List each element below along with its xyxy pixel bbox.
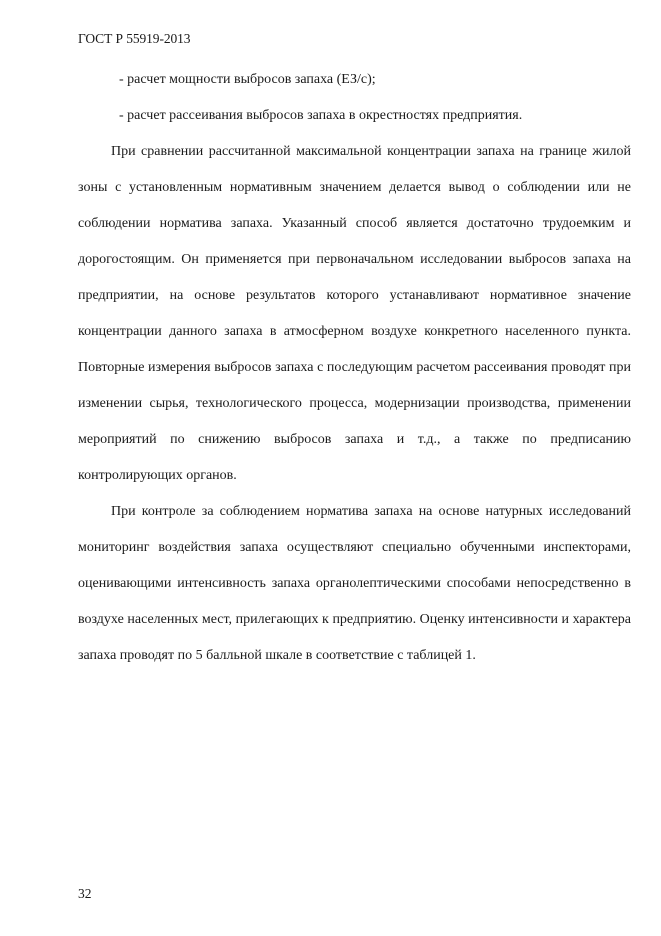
list-item: - расчет рассеивания выбросов запаха в окрестностях предприятия. [119,108,523,123]
paragraph: При сравнении рассчитанной максимальной концентрации запаха на границе жилой зоны с установленным нормативным значением делается вывод о соблюдении или не соблюдении норматива запаха. Указанный способ является достаточно трудоемким и дорогостоящим. Он применяется при первоначальном исследовании выбросов запаха на предприятии, на основе результатов которого устанавливают нормативное значение концентрации данного запаха в атмосферном воздухе конкретного населенного пункта. Повторные измерения выбросов запаха с последующим расчетом рассеивания проводят при изменении сырья, технологического процесса, модернизации производства, применении мероприятий по снижению выбросов запаха и т.д., а также по предписанию контролирующих органов. [78,144,631,483]
list-item: - расчет мощности выбросов запаха (ЕЗ/с); [119,72,376,87]
page-body [78,62,631,674]
page-number: 32 [78,886,92,901]
document-code: ГОСТ Р 55919-2013 [78,31,191,46]
paragraph: При контроле за соблюдением норматива запаха на основе натурных исследований мониторинг воздействия запаха осуществляют специально обученными инспекторами, оценивающими интенсивность запаха органолептическими способами непосредственно в воздухе населенных мест, прилегающих к предприятию. Оценку интенсивности и характера запаха проводят по 5 балльной шкале в соответствие с таблицей 1. [78,504,631,663]
